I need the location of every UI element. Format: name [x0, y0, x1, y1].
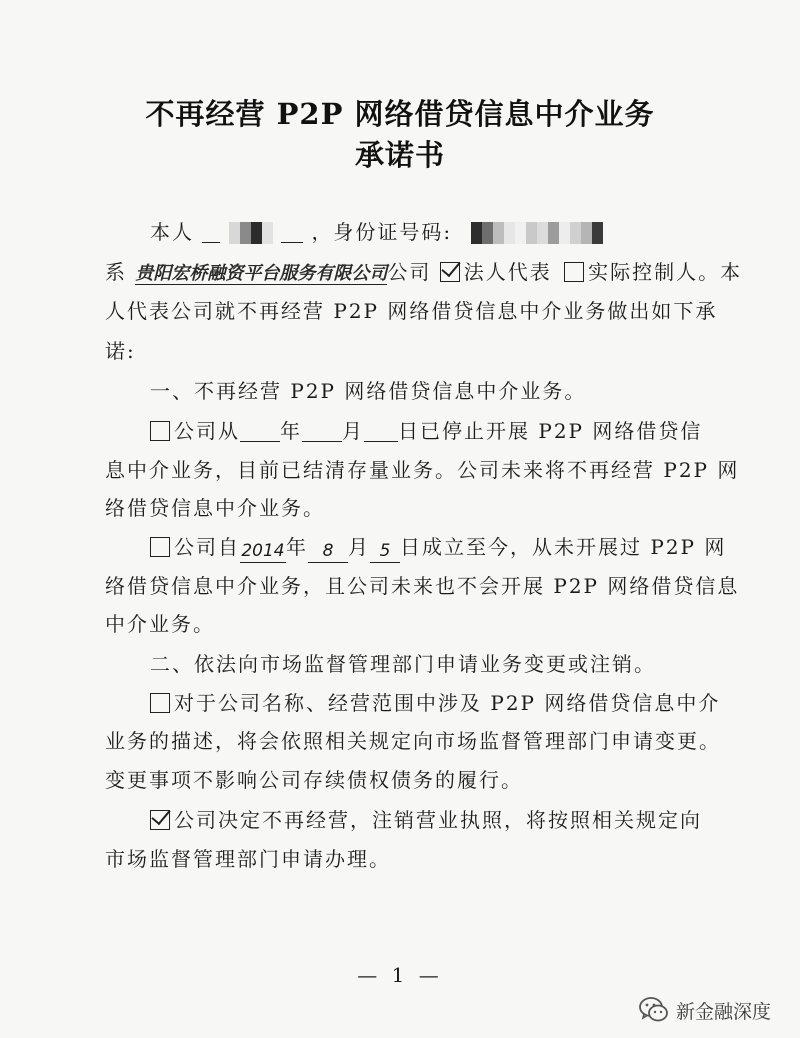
option-1-year-label: 年 — [280, 419, 302, 443]
redacted-id-number — [471, 222, 603, 244]
option-2-checkbox[interactable] — [150, 537, 170, 557]
option-1-line-2: 息中介业务，目前已结清存量业务。公司未来将不再经营 P2P 网 — [105, 458, 740, 482]
option-1-checkbox[interactable] — [150, 421, 170, 441]
company-line — [105, 258, 742, 288]
watermark — [638, 990, 798, 1030]
option-3-text-a: 对于公司名称、经营范围中涉及 P2P 网络借贷信息中介 — [174, 691, 721, 715]
option-2-line-1 — [150, 533, 726, 563]
option-3-checkbox[interactable] — [150, 693, 170, 713]
option-2-line-3: 中介业务。 — [105, 612, 215, 636]
option-2-text-a: 公司自 — [174, 535, 240, 559]
legal-rep-checkbox[interactable] — [440, 262, 460, 282]
option-1-text-a: 公司从 — [174, 419, 240, 443]
watermark-text: 新金融深度 — [676, 1000, 772, 1023]
id-label: ，身份证号码: — [311, 220, 453, 244]
option-1-month-label: 月 — [342, 419, 364, 443]
option-3-line-3: 变更事项不影响公司存续债权债务的履行。 — [105, 768, 523, 792]
wechat-icon — [638, 996, 670, 1024]
option-4-text-a: 公司决定不再经营，注销营业执照，将按照相关规定向 — [174, 808, 702, 832]
option-4-line-1 — [150, 806, 702, 834]
option-2-month-label: 月 — [348, 535, 370, 559]
company-prefix: 系 — [105, 260, 127, 284]
company-suffix: 公司 — [387, 260, 432, 284]
option-3-line-1 — [150, 689, 720, 717]
option-2-year-label: 年 — [286, 535, 308, 559]
option-4-checkbox[interactable] — [150, 810, 170, 830]
document-title: 不再经营 P2P 网络借贷信息中介业务 — [145, 97, 655, 131]
option-4-line-2: 市场监督管理部门申请办理。 — [105, 847, 391, 871]
option-1-line-3: 络借贷信息中介业务。 — [105, 496, 325, 520]
company-name-handwritten: 贵阳宏桥融资平台服务有限公司 — [135, 263, 388, 284]
legal-rep-label: 法人代表 — [463, 260, 552, 284]
option-1-text-b: 日已停止开展 P2P 网络借贷信 — [398, 419, 703, 443]
section-1-heading: 一、不再经营 P2P 网络借贷信息中介业务。 — [150, 379, 587, 403]
actual-controller-checkbox[interactable] — [564, 262, 584, 282]
option-1-line-1 — [150, 417, 702, 445]
intro-line — [150, 218, 603, 246]
document-subtitle: 承诺书 — [354, 138, 445, 172]
option-2-day-value: 5 — [370, 540, 400, 563]
body-line-3: 人代表公司就不再经营 P2P 网络借贷信息中介业务做出如下承 — [105, 299, 718, 323]
option-2-text-b: 日成立至今，从未开展过 P2P 网 — [400, 535, 727, 559]
option-2-line-2: 络借贷信息中介业务，且公司未来也不会开展 P2P 网络借贷信息 — [105, 574, 740, 598]
actual-controller-label: 实际控制人。本 — [588, 260, 743, 284]
section-2-heading: 二、依法向市场监督管理部门申请业务变更或注销。 — [150, 652, 656, 676]
option-2-month-value: 8 — [308, 540, 348, 563]
intro-prefix: 本人 — [150, 220, 194, 244]
option-2-year-value: 2014 — [241, 541, 285, 561]
body-line-4: 诺: — [105, 339, 136, 363]
page-number: — 1 — — [357, 963, 443, 987]
option-3-line-2: 业务的描述，将会依照相关规定向市场监督管理部门申请变更。 — [105, 729, 721, 753]
redacted-name — [229, 222, 273, 244]
